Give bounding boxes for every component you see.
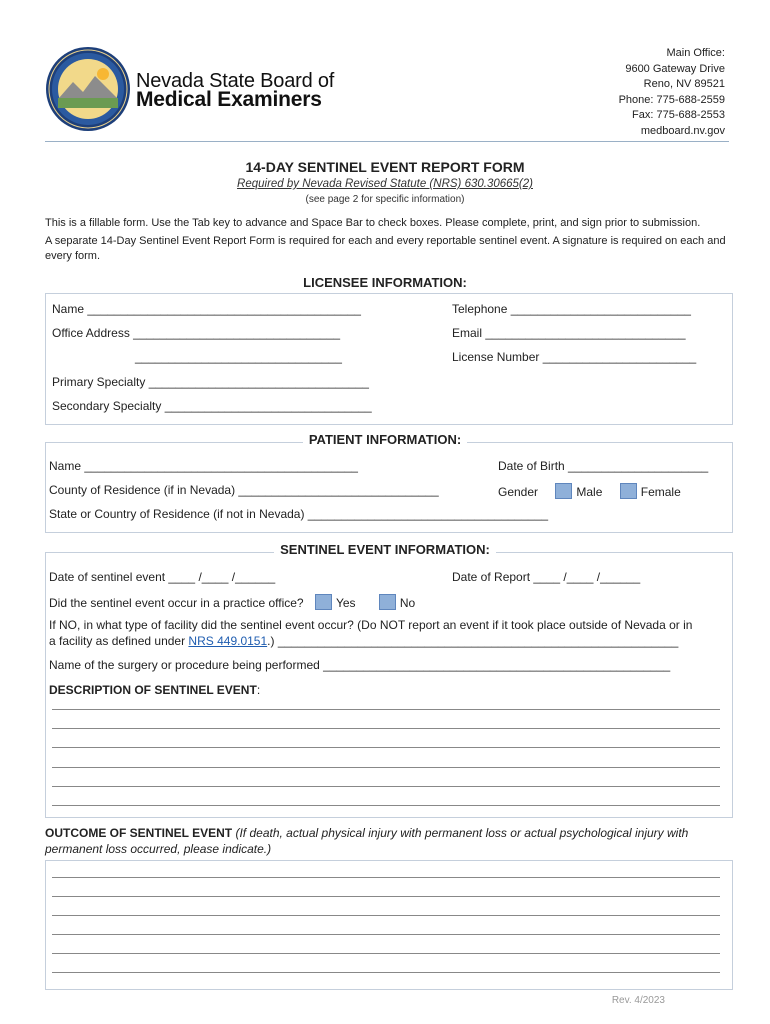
description-line[interactable] (52, 728, 720, 729)
outcome-line[interactable] (52, 877, 720, 878)
licensee-name-field[interactable]: Name _________________________________________ (52, 302, 361, 316)
form-instructions (45, 216, 735, 264)
date-of-report-field[interactable]: Date of Report ____ /____ /______ (452, 570, 641, 584)
outcome-line[interactable] (52, 915, 720, 916)
county-residence-field[interactable]: County of Residence (if in Nevada) ______________________________ (49, 483, 439, 497)
surgery-name-field[interactable]: Name of the surgery or procedure being performed ____________________________________________________ (49, 658, 671, 672)
gender-label: Gender (498, 485, 539, 499)
facility-question-line2[interactable] (49, 634, 678, 648)
outcome-label: OUTCOME OF SENTINEL EVENT (45, 826, 233, 840)
license-number-field[interactable]: License Number _______________________ (452, 350, 697, 364)
description-line[interactable] (52, 767, 720, 768)
outcome-note: (If death, actual physical injury with permanent loss or actual psychological injury with permanent loss occurred, please indicate.) (45, 826, 689, 856)
outcome-line[interactable] (52, 896, 720, 897)
instructions-line1: This is a fillable form. Use the Tab key to advance and Space Bar to check boxes. Please complete, print, and sign prior to submission. (45, 217, 701, 229)
office-street: 9600 Gateway Drive (625, 62, 725, 75)
description-label-wrap (49, 683, 260, 697)
patient-heading: PATIENT INFORMATION: (303, 432, 467, 447)
state-country-residence-field[interactable]: State or Country of Residence (if not in Nevada) ____________________________________ (49, 507, 549, 521)
primary-specialty-field[interactable]: Primary Specialty _________________________________ (52, 375, 369, 389)
office-address-block (619, 46, 725, 139)
org-name-line2: Medical Examiners (136, 88, 322, 111)
licensee-email-field[interactable]: Email ______________________________ (452, 326, 686, 340)
facility-type-field[interactable]: .) ____________________________________________________________ (267, 634, 679, 648)
licensee-heading: LICENSEE INFORMATION: (303, 275, 467, 290)
form-subtitle: Required by Nevada Revised Statute (NRS) 630.30665(2) (237, 178, 533, 190)
male-checkbox[interactable] (555, 483, 572, 499)
form-title: 14-DAY SENTINEL EVENT REPORT FORM (245, 159, 525, 175)
outcome-line[interactable] (52, 972, 720, 973)
description-line[interactable] (52, 805, 720, 806)
description-colon: : (256, 683, 261, 697)
gender-group (498, 483, 681, 499)
office-phone: Phone: 775-688-2559 (618, 93, 725, 106)
outcome-section (45, 860, 733, 990)
female-checkbox[interactable] (620, 483, 637, 499)
yes-label: Yes (335, 596, 356, 610)
practice-office-question (49, 594, 415, 610)
sentinel-heading-wrap (0, 542, 770, 557)
org-name-line1: Nevada State Board of (136, 70, 335, 92)
description-line[interactable] (52, 747, 720, 748)
header-divider (45, 141, 729, 142)
form-subnote: (see page 2 for specific information) (305, 194, 465, 205)
sentinel-heading: SENTINEL EVENT INFORMATION: (274, 542, 496, 557)
description-line[interactable] (52, 786, 720, 787)
date-of-event-field[interactable]: Date of sentinel event ____ /____ /______ (49, 570, 276, 584)
patient-dob-field[interactable]: Date of Birth _____________________ (498, 459, 709, 473)
description-line[interactable] (52, 709, 720, 710)
patient-heading-wrap (0, 432, 770, 447)
secondary-specialty-field[interactable]: Secondary Specialty _______________________________ (52, 399, 372, 413)
licensee-telephone-field[interactable]: Telephone ___________________________ (452, 302, 691, 316)
no-label: No (399, 596, 416, 610)
practice-office-label: Did the sentinel event occur in a practice office? (49, 596, 304, 610)
yes-checkbox[interactable] (315, 594, 332, 610)
nrs-449-link[interactable]: NRS 449.0151 (188, 634, 268, 648)
description-label: DESCRIPTION OF SENTINEL EVENT (49, 683, 257, 697)
office-label: Main Office: (666, 47, 725, 59)
office-address-field[interactable]: Office Address _______________________________ (52, 326, 341, 340)
office-address-line2-field[interactable]: _______________________________ (135, 350, 342, 364)
outcome-heading (45, 825, 735, 857)
outcome-line[interactable] (52, 934, 720, 935)
no-checkbox[interactable] (379, 594, 396, 610)
office-fax: Fax: 775-688-2553 (632, 109, 725, 121)
male-label: Male (576, 485, 603, 499)
female-label: Female (640, 485, 681, 499)
outcome-line[interactable] (52, 953, 720, 954)
patient-name-field[interactable]: Name _________________________________________ (49, 459, 358, 473)
facility-question-prefix: a facility as defined under (49, 634, 189, 648)
office-city: Reno, NV 89521 (643, 78, 725, 90)
revision-label: Rev. 4/2023 (611, 995, 665, 1006)
instructions-line2: A separate 14-Day Sentinel Event Report Form is required for each and every reportable sentinel event. A signature is required on each and every form. (45, 235, 726, 262)
state-seal-logo (45, 46, 131, 132)
facility-question-line1: If NO, in what type of facility did the sentinel event occur? (Do NOT report an event if it took place outside of Nevada or in (49, 618, 693, 632)
office-website: medboard.nv.gov (640, 124, 725, 137)
